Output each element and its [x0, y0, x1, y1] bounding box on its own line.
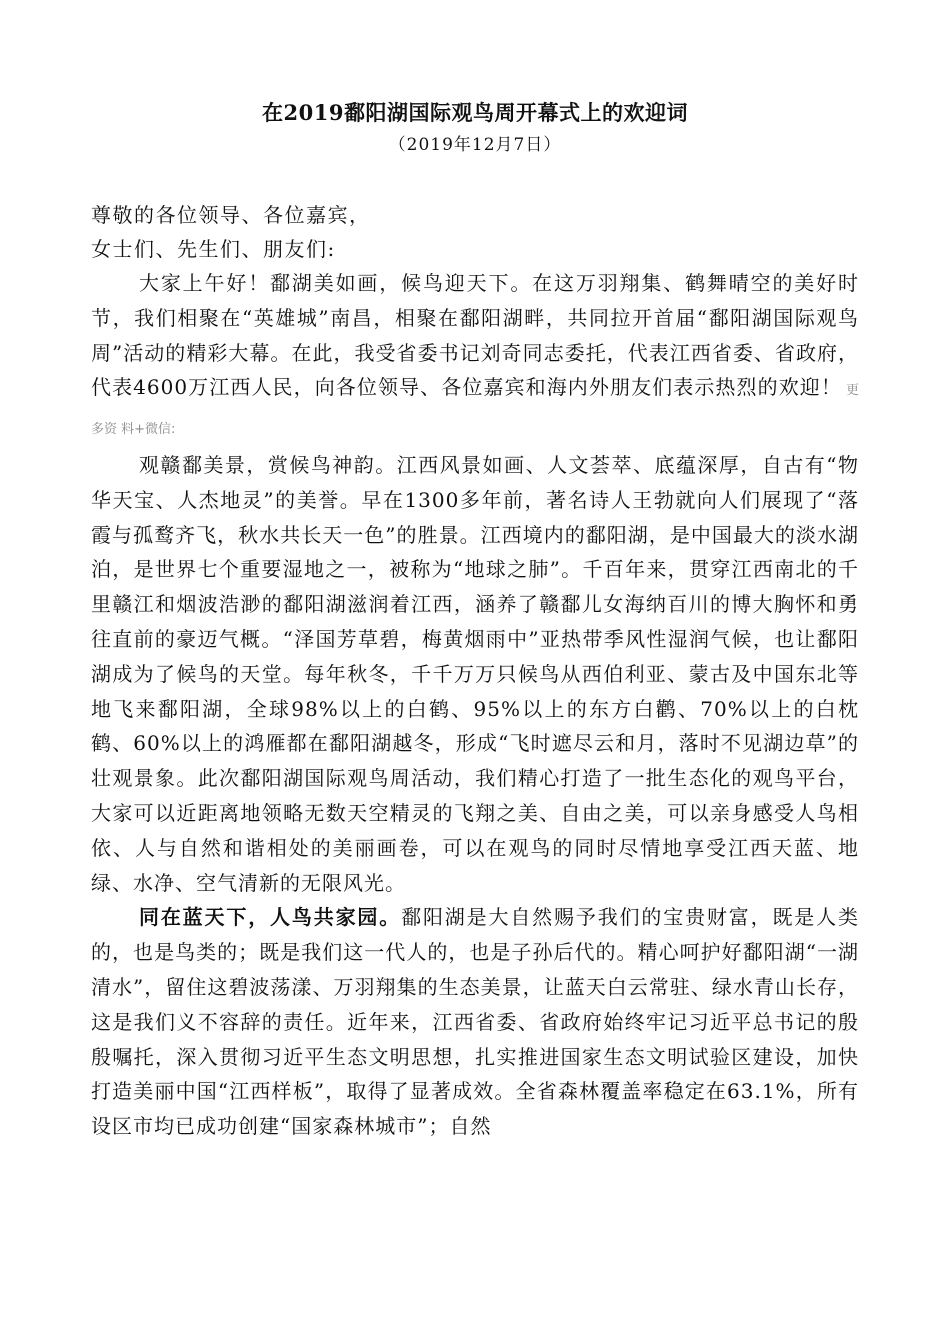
salutation-line-1: 尊敬的各位领导、各位嘉宾， [91, 203, 371, 227]
document-date: （2019年12月7日） [388, 135, 562, 155]
document-title: 在2019鄱阳湖国际观鸟周开幕式上的欢迎词 [262, 100, 688, 125]
paragraph-shared-home-text: 鄱阳湖是大自然赐予我们的宝贵财富，既是人类的，也是鸟类的；既是我们这一代人的，也是子孙后代的。精心呵护好鄱阳湖“一湖清水”，留住这碧波荡漾、万羽翔集的生态美景，让蓝天白云常驻、绿水青山长存，这是我们义不容辞的责任。近年来，江西省委、省政府始终牢记习近平总书记的殷殷嘱托，深入贯彻习近平生态文明思想，扎实推进国家生态文明试验区建设，加快打造美丽中国“江西样板”，取得了显著成效。全省森林覆盖率稳定在63.1%，所有设区市均已成功创建“国家森林城市”；自然 [91, 905, 859, 1139]
paragraph-shared-home [91, 900, 859, 1144]
watermark-note: 更多资 料+微信: [91, 383, 859, 438]
paragraph-scenery: 观赣鄱美景，赏候鸟神韵。江西风景如画、人文荟萃、底蕴深厚，自古有“物华天宝、人杰地灵”的美誉。早在1300多年前，著名诗人王勃就向人们展现了“落霞与孤鹜齐飞，秋水共长天一色”的胜景。江西境内的鄱阳湖，是中国最大的淡水湖泊，是世界七个重要湿地之一，被称为“地球之肺”。千百年来，贯穿江西南北的千里赣江和烟波浩渺的鄱阳湖滋润着江西，涵养了赣鄱儿女海纳百川的博大胸怀和勇往直前的豪迈气概。“泽国芳草碧，梅黄烟雨中”亚热带季风性湿润气候，也让鄱阳湖成为了候鸟的天堂。每年秋冬，千千万万只候鸟从西伯利亚、蒙古及中国东北等地飞来鄱阳湖，全球98%以上的白鹤、95%以上的东方白鹳、70%以上的白枕鹤、60%以上的鸿雁都在鄱阳湖越冬，形成“飞时遮尽云和月，落时不见湖边草”的壮观景象。此次鄱阳湖国际观鸟周活动，我们精心打造了一批生态化的观鸟平台，大家可以近距离地领略无数天空精灵的飞翔之美、自由之美，可以亲身感受人鸟相依、人与自然和谐相处的美丽画卷，可以在观鸟的同时尽情地享受江西天蓝、地绿、水净、空气清新的无限风光。 [91, 452, 859, 895]
salutation-line-2: 女士们、先生们、朋友们: [91, 237, 336, 261]
paragraph-welcome [91, 266, 859, 448]
paragraph-welcome-text: 大家上午好！鄱湖美如画，候鸟迎天下。在这万羽翔集、鹤舞晴空的美好时节，我们相聚在“英雄城”南昌，相聚在鄱阳湖畔，共同拉开首届“鄱阳湖国际观鸟周”活动的精彩大幕。在此，我受省委书记刘奇同志委托，代表江西省委、省政府，代表4600万江西人民，向各位领导、各位嘉宾和海内外朋友们表示热烈的欢迎！ [91, 271, 859, 400]
paragraph-lead-heading: 同在蓝天下，人鸟共家园。 [139, 905, 402, 930]
document-page [91, 96, 859, 1144]
